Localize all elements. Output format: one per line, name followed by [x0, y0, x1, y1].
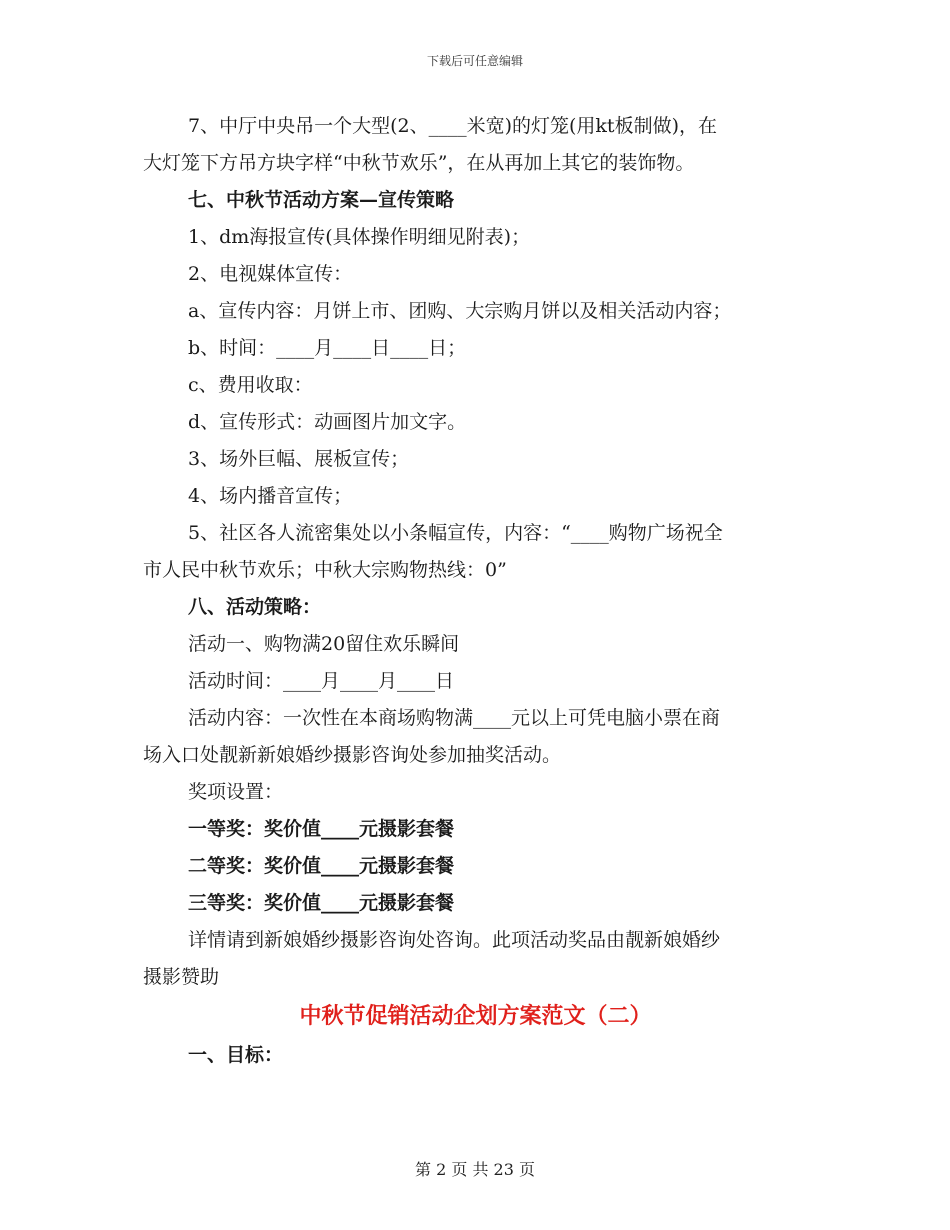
text-line: 活动内容：一次性在本商场购物满____元以上可凭电脑小票在商	[188, 707, 721, 729]
subheading-goal: 一、目标：	[188, 1044, 284, 1066]
text-line: 3、场外巨幅、展板宣传；	[188, 448, 410, 470]
text-line: 活动一、购物满20留住欢乐瞬间	[188, 633, 460, 655]
paragraph-lines	[143, 108, 808, 996]
page-footer: 第 2 页 共 23 页	[415, 1160, 535, 1179]
text-line: 市人民中秋节欢乐；中秋大宗购物热线：0”	[143, 559, 507, 581]
text-line: b、时间：____月____日____日；	[188, 337, 467, 359]
text-line: d、宣传形式：动画图片加文字。	[188, 411, 467, 433]
heading-line: 七、中秋节活动方案—宣传策略	[188, 189, 455, 211]
heading-line: 一等奖：奖价值____元摄影套餐	[188, 818, 455, 840]
text-line: 场入口处靓新新娘婚纱摄影咨询处参加抽奖活动。	[143, 744, 562, 766]
heading-line: 二等奖：奖价值____元摄影套餐	[188, 855, 455, 877]
text-line: 5、社区各人流密集处以小条幅宣传，内容：“____购物广场祝全	[188, 522, 723, 544]
text-line: 活动时间：____月____月____日	[188, 670, 455, 692]
document-body	[143, 108, 808, 1074]
text-line: 详情请到新娘婚纱摄影咨询处咨询。此项活动奖品由靓新娘婚纱	[188, 929, 721, 951]
text-line: 7、中厅中央吊一个大型(2、____米宽)的灯笼(用kt板制做)，在	[188, 115, 717, 137]
text-line: c、费用收取：	[188, 374, 313, 396]
text-line: 1、dm海报宣传(具体操作明细见附表)；	[188, 226, 531, 248]
text-line: 奖项设置：	[188, 781, 284, 803]
text-line: 摄影赞助	[143, 966, 220, 988]
page-header: 下载后可任意编辑	[426, 54, 523, 68]
heading-line: 八、活动策略：	[188, 596, 322, 618]
section-title: 中秋节促销活动企划方案范文（二）	[299, 1003, 652, 1029]
text-line: 大灯笼下方吊方块字样“中秋节欢乐”，在从再加上其它的装饰物。	[143, 152, 695, 174]
text-line: 2、电视媒体宣传：	[188, 263, 353, 285]
text-line: 4、场内播音宣传；	[188, 485, 353, 507]
heading-line: 三等奖：奖价值____元摄影套餐	[188, 892, 455, 914]
text-line: a、宣传内容：月饼上市、团购、大宗购月饼以及相关活动内容；	[188, 300, 732, 322]
